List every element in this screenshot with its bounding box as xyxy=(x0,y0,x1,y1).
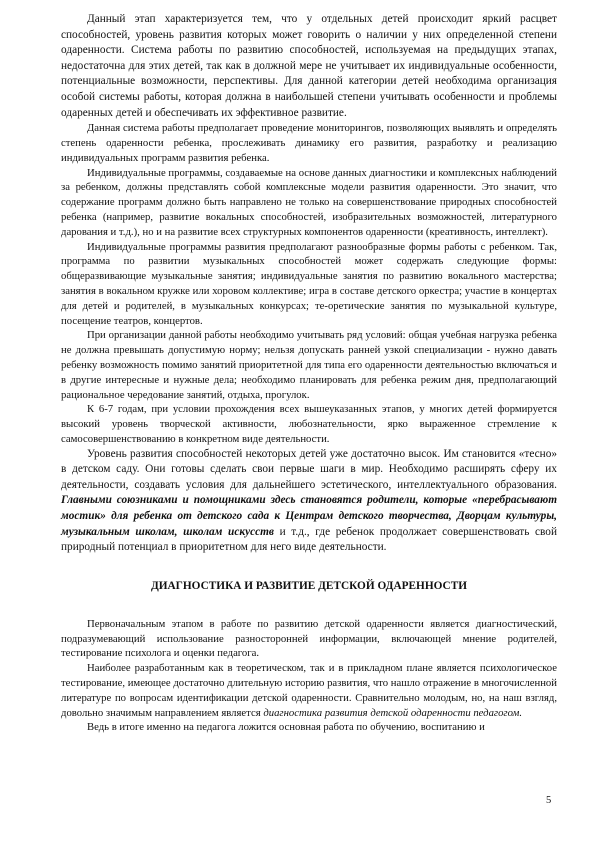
paragraph-7 xyxy=(61,447,557,556)
paragraph-5: При организации данной работы необходимо учитывать ряд условий: общая учебная нагрузка ребенка не должна превышать допустимую норму; нельзя допускать ранней узкой специализации - нужно давать ребенку возможность помимо занятий приоритетной для типа его одаренности деятельностью включаться и в другие интересные и нужные дела; необходимо планировать для ребенка режим дня, предполагающий рациональное чередование занятий, отдыха, прогулок. xyxy=(61,329,557,401)
paragraph-2: Данная система работы предполагает проведение мониторингов, позволяющих выявлять и определять степень одаренности ребенка, прослеживать динамику его развития, разработку и реализацию индивидуальных программ развития ребенка. xyxy=(61,122,557,164)
paragraph-9 xyxy=(61,661,557,720)
paragraph-9-text: Наиболее разработанным как в теоретическом, так и в прикладном плане является психологическое тестирование, имеющее достаточно длительную историю развития, что нашло отражение в многочисленной литературе по вопросам идентификации детской одаренности. Сравнительно молодым, но, на наш взгляд, довольно значимым направлением является xyxy=(61,662,557,719)
paragraph-10: Ведь в итоге именно на педагога ложится основная работа по обучению, воспитанию и xyxy=(87,721,485,734)
page-number: 5 xyxy=(546,795,552,806)
paragraph-4: Индивидуальные программы развития предполагают разнообразные формы работы с ребенком. Так, программа по развитии музыкальных способностей может содержать следующие формы: общеразвивающие музыкальные занятия; индивидуальные занятия по развитию вокального мастерства; занятия в вокальном кружке или хоровом коллективе; игра в составе детского оркестра; участие в концертах для детей и родителей, в музыкальных конкурсах; те-оретические занятия по музыкальной культуре, посещение театров, концертов. xyxy=(61,240,557,327)
section-heading: ДИАГНОСТИКА И РАЗВИТИЕ ДЕТСКОЙ ОДАРЕННОСТИ xyxy=(150,579,468,592)
paragraph-7-text: Уровень развития способностей некоторых детей уже достаточно высок. Им становится «тесно» в детском саду. Они готовы сделать свои первые шаги в мир. Необходимо расширять сферу их деятельности, создавать условия для дальнейшего эстетического, интеллектуального образования. xyxy=(61,447,557,491)
paragraph-7-tail: и т.д., где ребенок продолжает совершенствовать свой природный потенциал в приоритетном для него виде деятельности. xyxy=(61,525,557,554)
paragraph-7-emphasis: Главными союзниками и помощниками здесь становятся родители, которые «перебрасывают мостик» для ребенка от детского сада к Центрам детского творчества, Дворцам культуры, музыкальным школам, школам искусств xyxy=(61,494,557,538)
document-page xyxy=(61,12,557,735)
paragraph-9-italic: диагностика развития детской одаренности педагогом. xyxy=(263,706,523,719)
paragraph-6: К 6-7 годам, при условии прохождения всех вышеуказанных этапов, у многих детей формируется высокий уровень творческой активности, любознательности, ярко выраженное стремление к самосовершенствованию в конкретном виде деятельности. xyxy=(61,403,557,445)
paragraph-1: Данный этап характеризуется тем, что у отдельных детей происходит яркий расцвет способностей, уровень развития которых может говорить о наличии у них определенной степени одаренности. Система работы по развитию способностей, используемая на предыдущих этапах, недостаточна для этих детей, так как в должной мере не учитывает их индивидуальные особенности, потенциальные возможности, перспективы. Для данной категории детей необходима организация особой системы работы, которая должна в наибольшей степени учитывать особенности и проблемы одаренных детей и обеспечивать их эффективное развитие. xyxy=(61,13,557,119)
paragraph-8: Первоначальным этапом в работе по развитию детской одаренности является диагностический, подразумевающий использование разносторонней информации, включающей мнение родителей, тестирование психолога и оценки педагога. xyxy=(61,617,557,660)
paragraph-3: Индивидуальные программы, создаваемые на основе данных диагностики и комплексных наблюдений за ребенком, должны представлять собой комплексные модели развития одаренности. Это значит, что содержание программ должно быть направлено не только на совершенствование природных способностей ребенка (например, развитие вокальных способностей, изобразительных возможностей, литературного дарования и т.д.), но и на развитие всех структурных компонентов одаренности (креативность, интеллект). xyxy=(61,166,557,238)
